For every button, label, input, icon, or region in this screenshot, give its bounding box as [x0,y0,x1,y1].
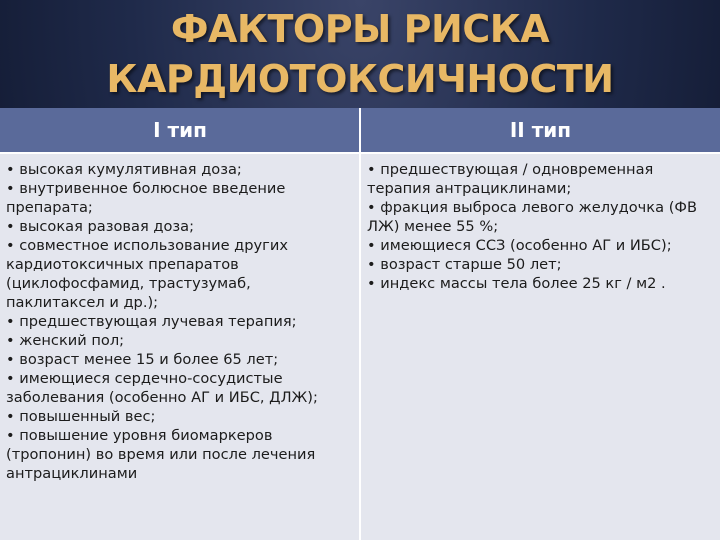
type-2-item: • возраст старше 50 лет; [367,256,562,273]
type-2-item: • фракция выброса левого желудочка (ФВ ЛЖ) менее 55 %; [367,199,697,235]
slide-title [0,0,720,110]
risk-factors-table [0,108,720,540]
type-1-item: • совместное использование других кардиотоксичных препаратов (циклофосфамид, трастузумаб, паклитаксел и др.); [6,237,288,311]
type-2-item: • предшествующая / одновременная терапия антрациклинами; [367,161,654,197]
table-divider-vertical [359,108,361,540]
header-type-2: II тип [509,118,572,142]
type-1-item: • имеющиеся сердечно-сосудистые заболевания (особенно АГ и ИБС, ДЛЖ); [6,370,318,406]
slide-title-line-2: КАРДИОТОКСИЧНОСТИ [106,57,614,101]
type-1-item: • высокая разовая доза; [6,218,194,235]
type-1-item: • высокая кумулятивная доза; [6,161,242,178]
type-1-item: • женский пол; [6,332,125,349]
type-2-item: • индекс массы тела более 25 кг / м2 . [367,275,666,292]
type-1-item: • предшествующая лучевая терапия; [6,313,297,330]
slide-title-line-1: ФАКТОРЫ РИСКА [170,7,550,51]
type-1-item: • внутривенное болюсное введение препарата; [6,180,286,216]
type-2-cell [361,154,720,540]
type-2-item: • имеющиеся ССЗ (особенно АГ и ИБС); [367,237,672,254]
header-type-1: I тип [153,118,207,142]
type-1-item: • повышенный вес; [6,408,156,425]
type-1-item: • возраст менее 15 и более 65 лет; [6,351,279,368]
type-1-cell [0,154,359,540]
type-1-item: • повышение уровня биомаркеров (тропонин) во время или после лечения антрациклинами [6,427,316,482]
